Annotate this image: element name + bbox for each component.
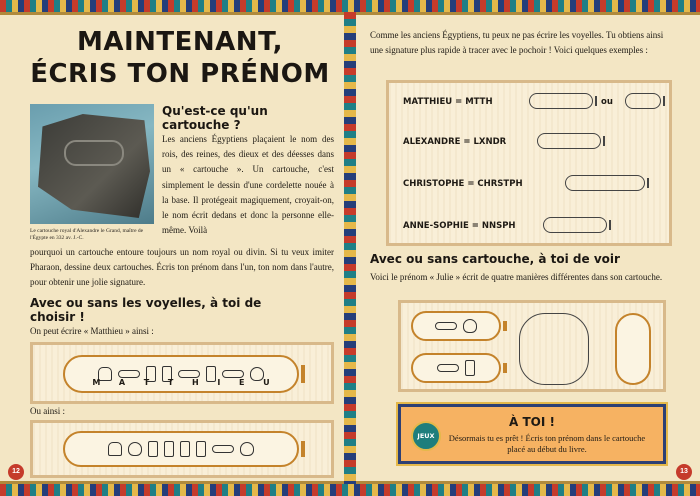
example-matthieu: MATTHIEU = MTTH (403, 97, 493, 107)
page-title (30, 26, 330, 90)
paragraph-full: pourquoi un cartouche entoure toujours un nom royal ou divin. Si tu veux imiter Pharaon, dessine deux cartouches. Écris ton prénom dans l'un, ton nom dans l'autre, pour obtenir une jolie signature. (30, 247, 334, 288)
example-cartouche-3 (565, 175, 645, 191)
photo-caption: Le cartouche royal d'Alexandre le Grand, maître de l'Égypte en 332 av. J.-C. (30, 228, 144, 241)
reed-glyph-icon (180, 441, 190, 457)
question-heading: Qu'est-ce qu'un cartouche ? (162, 104, 268, 132)
cartouche-section-heading: Avec ou sans cartouche, à toi de voir (370, 252, 620, 266)
julie-cartouche-4 (615, 313, 651, 385)
example-anne-sophie: ANNE-SOPHIE = NNSPH (403, 221, 516, 231)
page-title-line2: ÉCRIS TON PRÉNOM (30, 59, 330, 89)
reed-glyph-icon (465, 360, 475, 376)
a-toi-title: À TOI ! (509, 415, 555, 429)
letter: A (118, 378, 126, 387)
water-glyph-icon (118, 370, 140, 378)
chick-glyph-icon (463, 319, 477, 333)
vulture-glyph-icon (128, 442, 142, 456)
letter: I (217, 378, 221, 387)
julie-cartouche-2 (411, 353, 501, 383)
right-intro-text: Comme les anciens Égyptiens, tu peux ne pas écrire les voyelles. Tu obtiens ainsi une signature plus rapide à tracer avec le pochoir ! Voici quelques exemples : (370, 30, 664, 55)
julie-papyrus (398, 300, 666, 392)
vowels-heading: Avec ou sans les voyelles, à toi de choisir ! (30, 296, 262, 324)
cartouche-section-text: Voici le prénom « Julie » écrit de quatre manières différentes dans son cartouche. (370, 272, 663, 282)
example-cartouche-2 (537, 133, 601, 149)
julie-cartouche-1 (411, 311, 501, 341)
paragraph-right: Les anciens Égyptiens plaçaient le nom des rois, des reines, des dieux et des déesses dans un « cartouche ». Un cartouche, c'est simplement le dessin d'une cordelette nouée à la base. Il protégeait magiquement, croyait-on, le nom écrit dedans et donc la personne elle-même. Voilà (162, 134, 334, 236)
letter: M (92, 378, 101, 387)
owl-glyph-icon (108, 442, 122, 456)
rope-glyph-icon (178, 370, 200, 378)
arm-glyph-icon (222, 370, 244, 378)
letter: U (263, 378, 270, 387)
matthieu-cartouche-full (63, 355, 299, 393)
reed-glyph-icon (196, 441, 206, 457)
julie-cartouche-3 (519, 313, 589, 385)
page-number-right: 13 (676, 464, 692, 480)
example-christophe: CHRISTOPHE = CHRSTPH (403, 179, 523, 189)
example1-label: On peut écrire « Matthieu » ainsi : (30, 326, 154, 336)
example-alexandre: ALEXANDRE = LXNDR (403, 137, 507, 147)
letter: T (143, 378, 150, 387)
top-border (0, 0, 700, 12)
example-cartouche-4 (543, 217, 607, 233)
arm-glyph-icon (212, 445, 234, 453)
example-cartouche-1 (529, 93, 593, 109)
quail-glyph-icon (240, 442, 254, 456)
page-title-line1: MAINTENANT, (77, 27, 283, 57)
cartouche-photo (30, 104, 154, 224)
example2-label: Ou ainsi : (30, 406, 65, 416)
letter: E (238, 378, 245, 387)
bread-glyph-icon (164, 441, 174, 457)
cobra-glyph-icon (437, 364, 459, 372)
matthieu-cartouche-short (63, 431, 299, 467)
ou-label: ou (601, 97, 613, 107)
jeux-badge-icon: JEUX (411, 421, 441, 451)
letter: T (167, 378, 174, 387)
stone-cartouche (64, 140, 124, 166)
matthieu-papyrus-2 (30, 420, 334, 478)
bottom-border (0, 484, 700, 496)
page-number-left: 12 (8, 464, 24, 480)
stone-relief (38, 114, 150, 218)
a-toi-box (398, 404, 666, 464)
example-cartouche-1b (625, 93, 661, 109)
cobra-glyph-icon (435, 322, 457, 330)
bread-glyph-icon (148, 441, 158, 457)
examples-papyrus (386, 80, 672, 246)
letter: H (191, 378, 199, 387)
center-gutter-border (344, 12, 356, 484)
matthieu-papyrus (30, 342, 334, 404)
a-toi-text: Désormais tu es prêt ! Écris ton prénom dans le cartouche placé au début du livre. (448, 433, 646, 454)
matthieu-letters (65, 378, 297, 387)
